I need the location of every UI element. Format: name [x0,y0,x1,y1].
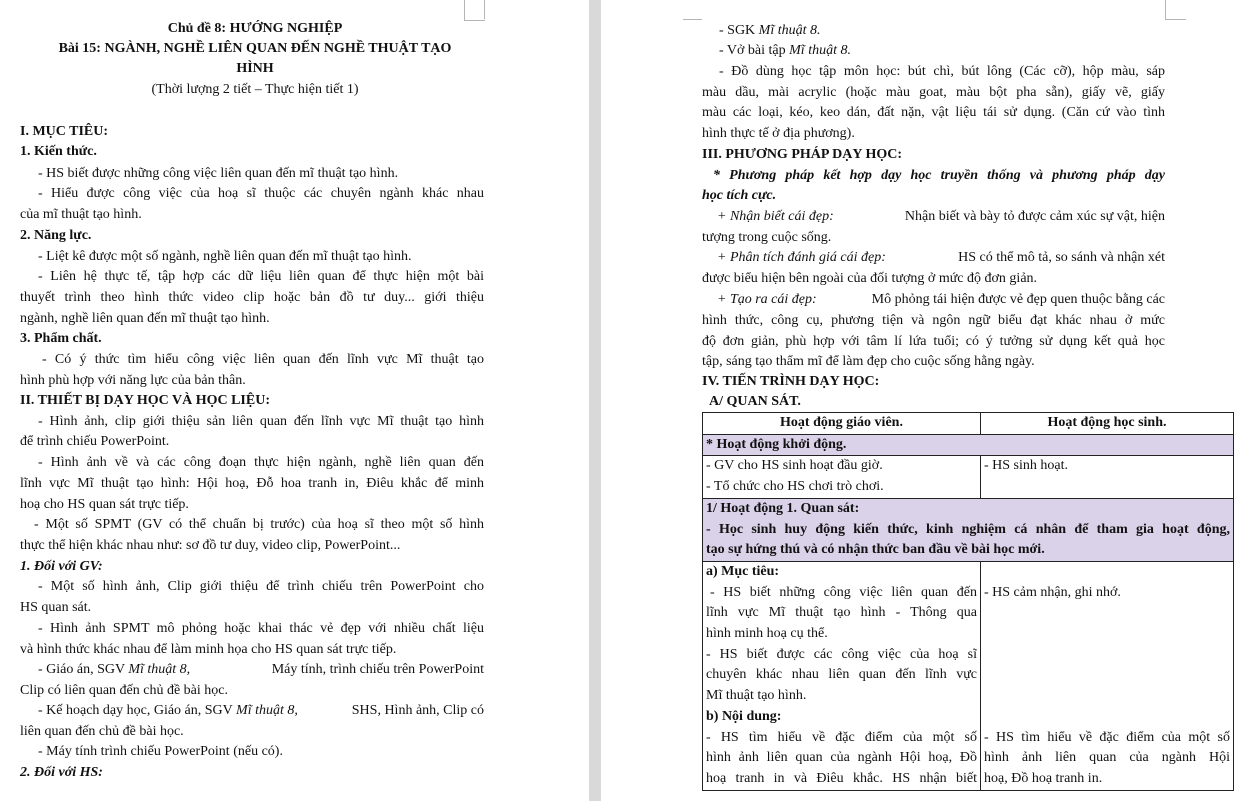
subsection-heading: 2. Năng lực. [20,228,92,243]
cell-text: - HS sinh hoạt. [984,458,1068,474]
text-line: - Máy tính trình chiếu PowerPoint (nếu có). [38,744,283,759]
text-run: Nhận biết và bày tỏ được cảm xúc sự vật, hiện [904,209,1165,224]
text-line: hình thực tế ở địa phương). [702,126,855,141]
text-line: - Một số hình ảnh, Clip giới thiệu để trình chiếu trên PowerPoint cho [38,579,484,594]
text-line: - Liệt kê được một số ngành, nghề liên quan đến mĩ thuật tạo hình. [38,249,412,264]
text-run: - Kế hoạch dạy học, Giáo án, SGV [38,703,237,718]
text-line [38,701,484,721]
column-header-teacher: Hoạt động giáo viên. [703,413,981,435]
text-line: hình phù hợp với năng lực của bản thân. [20,373,246,388]
subsection-heading: 2. Đối với HS: [20,765,103,780]
subsection-heading: 1. Kiến thức. [20,144,97,159]
text-line: hoạ cho HS quan sát trực tiếp. [20,497,189,512]
cell-text: Mĩ thuật tạo hình. [706,688,807,704]
text-line: thực thể hiện khác nhau như: sơ đồ tư duy, video clip, PowerPoint... [20,538,401,553]
subsection-heading: 3. Phẩm chất. [20,331,102,346]
italic-run: + Tạo ra cái đẹp: [717,292,817,307]
section-heading: III. PHƯƠNG PHÁP DẠY HỌC: [702,147,903,162]
cell-text: hình minh hoạ cụ thể. [706,626,828,642]
subsection-heading: A/ QUAN SÁT. [709,394,801,409]
cell-text: hình ảnh liên quan của ngành Hội hoạ, Đồ [706,750,977,766]
text-line: học tích cực. [702,188,777,203]
crop-mark [464,0,485,21]
table-cell-teacher [703,456,981,498]
lesson-title-cont: HÌNH [236,61,274,76]
text-run: SHS, Hình ảnh, Clip có [351,703,484,718]
text-line: - Đồ dùng học tập môn học: bút chì, bút lông (Các cỡ), hộp màu, sáp [719,64,1165,79]
text-run: Máy tính, trình chiếu trên PowerPoint [271,662,484,677]
text-line: - Có ý thức tìm hiểu công việc liên quan đến lĩnh vực Mĩ thuật tạo [42,352,484,367]
table-row [703,456,1234,498]
text-line: thuyết trình theo hình thức video clip hoặc bản đồ tư duy... giới thiệu [20,290,484,305]
text-line: màu các loại, kéo, keo dán, đất nặn, vật liệu tái sử dụng. (Căn cứ vào tình [702,105,1165,120]
cell-heading: b) Nội dung: [706,708,782,724]
text-line: màu dầu, mài acrylic (hoặc màu goat, màu bột pha sẵn), giấy vẽ, giấy [702,85,1165,100]
section-title-activity1 [703,498,1234,561]
lesson-title: Bài 15: NGÀNH, NGHỀ LIÊN QUAN ĐẾN NGHỀ THUẬT TẠO [58,41,452,56]
text-run: - SGK [719,23,759,38]
cell-text: - HS tìm hiểu về đặc điểm của một số [984,729,1230,745]
cell-text: tạo sự hứng thú và có nhận thức ban đầu về bài học mới. [706,542,1045,558]
crop-mark [1165,0,1186,20]
table-cell-student [981,456,1234,498]
lesson-duration: (Thời lượng 2 tiết – Thực hiện tiết 1) [151,82,359,97]
table-section-row [703,434,1234,456]
text-run: Mô phỏng tái hiện được vẻ đẹp quen thuộc bằng các [871,292,1165,307]
italic-run: Mĩ thuật 8, [128,662,191,677]
text-line: * Phương pháp kết hợp dạy học truyền thống và phương pháp dạy [713,168,1165,183]
italic-run: + Phân tích đánh giá cái đẹp: [717,250,886,265]
cell-text: - Tổ chức cho HS chơi trò chơi. [706,479,884,495]
cell-text: hoạ tranh in và Điêu khắc. HS nhận biết [706,770,977,786]
text-line: hình thức, công cụ, phương tiện và ngôn ngữ biểu đạt khác nhau ở mức [702,313,1165,328]
text-run: - Giáo án, SGV [38,662,129,677]
text-line [719,41,851,61]
text-line: - Một số SPMT (GV có thể chuẩn bị trước) của hoạ sĩ theo một số hình [34,517,484,532]
cell-text: - HS cảm nhận, ghi nhớ. [984,584,1121,600]
italic-run: + Nhận biết cái đẹp: [717,209,834,224]
text-line: tập, sáng tạo thẩm mĩ để làm đẹp cho cuộc sống hằng ngày. [702,354,1035,369]
cell-heading: a) Mục tiêu: [706,563,780,579]
table-section-row [703,498,1234,561]
document-page-left [0,0,589,801]
cell-text: 1/ Hoạt động 1. Quan sát: [706,500,860,516]
section-title-warmup: * Hoạt động khởi động. [703,434,1234,456]
italic-run: Mĩ thuật 8. [758,23,821,38]
column-header-student: Hoạt động học sinh. [981,413,1234,435]
text-run [38,701,298,721]
document-page-right [601,0,1237,801]
table-row [703,561,1234,790]
text-run: - Vở bài tập [719,43,790,58]
section-heading: IV. TIẾN TRÌNH DẠY HỌC: [702,374,880,389]
cell-text: hình ảnh liên quan của ngành Hội [984,750,1230,766]
page-gutter [589,0,601,801]
italic-run: Mĩ thuật 8, [236,703,298,718]
text-line: - Hiểu được công việc của hoạ sĩ thuộc các chuyên ngành khác nhau [38,186,484,201]
cell-text: - Học sinh huy động kiến thức, kinh nghiệm cá nhân để tham gia hoạt động, [706,521,1230,537]
table-header-row [703,413,1234,435]
text-line: - HS biết được những công việc liên quan đến mĩ thuật tạo hình. [38,166,399,181]
text-line: tượng trong cuộc sống. [702,230,832,245]
text-line [717,290,1165,310]
text-line: và hình thức khác nhau để làm minh họa cho HS quan sát trực tiếp. [20,642,397,657]
text-line: ngành, nghề liên quan đến mĩ thuật tạo hình. [20,311,270,326]
text-line: độ đơn giản, phù hợp với tâm lí lứa tuổi; có ý tưởng sử dụng kết quả học [702,334,1165,349]
text-line: để trình chiếu PowerPoint. [20,434,170,449]
cell-text: - HS tìm hiểu về đặc điểm của một số [706,729,977,745]
lesson-topic: Chủ đề 8: HƯỚNG NGHIỆP [167,21,343,36]
cell-text: chuyên khác nhau liên quan đến lĩnh vực [706,667,977,683]
section-heading: II. THIẾT BỊ DẠY HỌC VÀ HỌC LIỆU: [20,393,270,408]
section-heading: I. MỤC TIÊU: [20,124,109,139]
text-line: được biểu hiện bên ngoài của đối tượng ở mức độ đơn giản. [702,271,1038,286]
text-line: - Hình ảnh SPMT mô phỏng hoặc khai thác vẻ đẹp với nhiều chất liệu [38,621,484,636]
text-line [38,660,484,680]
text-line: liên quan đến chủ đề bài học. [20,724,184,739]
cell-text: - HS biết được các công việc của hoạ sĩ [706,646,977,662]
text-line [717,207,1165,227]
cell-text: - HS biết những công việc liên quan đến [710,584,977,600]
table-cell-teacher [703,561,981,790]
cell-text: hoạ, Đồ hoạ tranh in. [984,770,1103,786]
text-line: - Hình ảnh, clip giới thiệu sản liên quan đến lĩnh vực Mĩ thuật tạo hình [38,414,484,429]
text-line [719,21,821,41]
text-run: HS có thể mô tả, so sánh và nhận xét [958,250,1165,265]
text-line [717,248,1165,268]
text-line: - Liên hệ thực tế, tập hợp các dữ liệu liên quan để thực hiện một bài [38,269,484,284]
italic-run: Mĩ thuật 8. [789,43,851,58]
text-line: Clip có liên quan đến chủ đề bài học. [20,683,228,698]
cell-text: lĩnh vực Mĩ thuật tạo hình - Thông qua [706,605,977,621]
activity-table [702,412,1234,791]
cell-text: - GV cho HS sinh hoạt đầu giờ. [706,458,883,474]
crop-mark [683,0,702,20]
table-cell-student [981,561,1234,790]
text-line: - Hình ảnh về và các công đoạn thực hiện ngành, nghề liên quan đến [38,455,484,470]
crop-mark [484,0,505,19]
text-line: HS quan sát. [20,600,92,615]
text-run [38,660,190,680]
subsection-heading: 1. Đối với GV: [20,559,103,574]
text-line: của mĩ thuật tạo hình. [20,207,142,222]
text-line: lĩnh vực Mĩ thuật tạo hình: Hội hoạ, Đỗ hoa tranh in, Điêu khắc để minh [20,476,484,491]
